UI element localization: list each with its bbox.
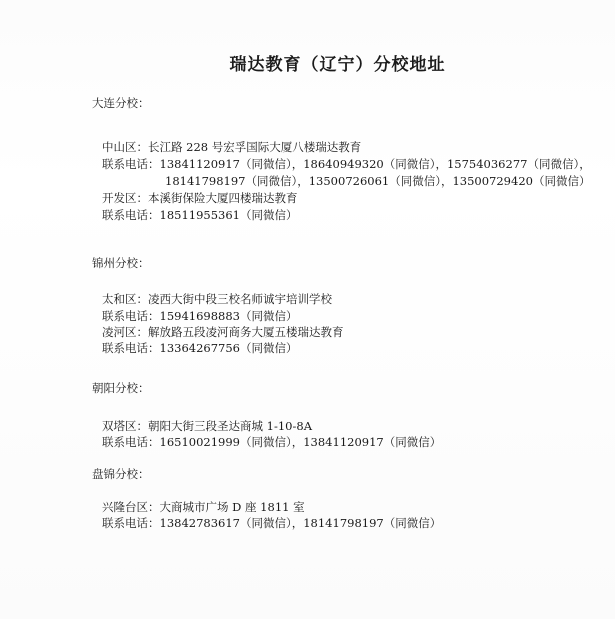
address-line: 中山区：长江路 228 号宏孚国际大厦八楼瑞达教育 [102,140,362,154]
phone-line: 联系电话：13364267756（同微信） [102,341,298,355]
phone-line: 联系电话：13841120917（同微信），18640949320（同微信），15754036277（同微信）， [102,157,591,171]
address-line: 兴隆台区：大商城市广场 D 座 1811 室 [102,500,305,514]
address-line: 开发区：本溪街保险大厦四楼瑞达教育 [102,191,298,205]
address-line: 凌河区：解放路五段凌河商务大厦五楼瑞达教育 [102,325,344,339]
address-line: 双塔区：朝阳大街三段圣达商城 1-10-8A [102,419,312,433]
branch-heading-chaoyang: 朝阳分校： [92,381,150,395]
phone-line: 联系电话：15941698883（同微信） [102,309,298,323]
branch-heading-panjin: 盘锦分校： [92,467,150,481]
phone-line: 联系电话：18511955361（同微信） [102,208,298,222]
branch-heading-dalian: 大连分校： [92,96,150,110]
phone-line: 联系电话：13842783617（同微信），18141798197（同微信） [102,516,442,530]
address-line: 太和区：凌西大街中段三校名师诚宇培训学校 [102,292,332,306]
branch-heading-jinzhou: 锦州分校： [92,256,150,270]
page-title: 瑞达教育（辽宁）分校地址 [229,55,446,75]
phone-line-continued: 18141798197（同微信），13500726061（同微信），13500729420（同微信） [165,174,591,188]
phone-line: 联系电话：16510021999（同微信），13841120917（同微信） [102,435,442,449]
